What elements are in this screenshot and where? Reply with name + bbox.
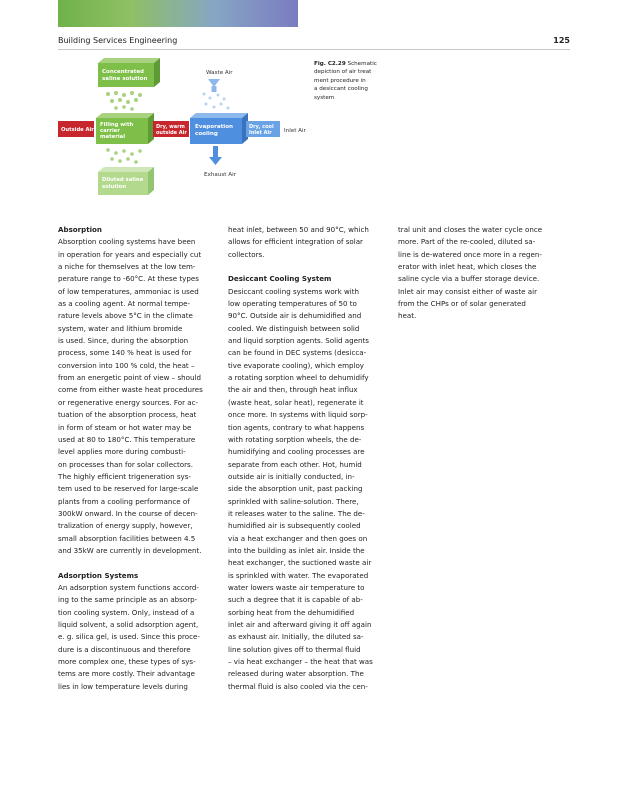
text-line: in form of steam or hot water may be <box>58 422 192 432</box>
text-line: sorbing heat from the dehumidified <box>228 607 355 617</box>
text-line: conversion into 100 % cold, the heat – <box>58 360 195 370</box>
text-line: or regenerative energy sources. For ac- <box>58 397 199 407</box>
exhaust-air-arrow <box>209 146 222 165</box>
caption-line: Schematic <box>347 61 377 67</box>
water-droplets <box>203 93 230 110</box>
label-dry-cool-2: Inlet Air <box>249 130 272 136</box>
text-line: water lowers waste air temperature to <box>228 582 365 592</box>
dry-warm-air-block <box>153 121 189 137</box>
text-line: a rotating sorption wheel to dehumidify <box>228 373 369 383</box>
text-line: tems are more costly. Their advantage <box>58 669 195 679</box>
text-line: erator with inlet heat, which closes the <box>398 262 537 272</box>
text-line: 300kW onward. In the course of decen- <box>58 508 198 518</box>
caption-line: ment procedure in <box>314 77 366 84</box>
text-line: – via heat exchanger – the heat that was <box>228 657 373 667</box>
text-line: heat inlet, between 50 and 90°C, which <box>228 225 369 234</box>
text-line: e. g. silica gel, is used. Since this proce- <box>58 632 200 642</box>
saline-droplets-top <box>106 91 142 111</box>
text-line: used at 80 to 180°C. This temperature <box>58 434 196 444</box>
text-line: line is de-watered once more in a regen- <box>398 249 542 259</box>
text-line: tem used to be reserved for large-scale <box>58 484 199 494</box>
caption-line: depiction of air treat <box>314 69 372 76</box>
text-line: (waste heat, solar heat), regenerate it <box>228 397 364 407</box>
text-line: system, water and lithium bromide <box>58 323 183 333</box>
text-line: saline cycle via a buffer storage device. <box>398 274 540 284</box>
running-title: Building Services Engineering <box>58 36 178 45</box>
section-heading: Absorption <box>58 225 102 234</box>
diluted-saline-box <box>98 167 154 195</box>
text-line: Absorption cooling systems have been <box>58 237 196 247</box>
text-line: outside air is initially conducted, in- <box>228 471 355 481</box>
text-line: small absorption facilities between 4.5 <box>58 533 196 543</box>
text-line: is sprinkled with water. The evaporated <box>228 570 369 580</box>
label-concentrated-2: saline solution <box>102 76 148 82</box>
header-rule <box>58 49 570 50</box>
text-line: more. Part of the re-cooled, diluted sa- <box>398 237 536 247</box>
caption-line: a desiccant cooling <box>314 86 368 93</box>
text-line: 90°C. Outside air is dehumidified and <box>228 311 362 321</box>
text-line: a niche for themselves at the low tem- <box>58 262 196 272</box>
text-line: with rotating sorption wheels, the de- <box>228 434 362 444</box>
figure-caption <box>314 60 404 102</box>
text-line: rature levels above 5°C in the climate <box>58 311 193 321</box>
text-line: tion cooling system. Only, instead of a <box>58 607 195 617</box>
waste-air-arrow <box>208 79 220 92</box>
text-line: released during water absorption. The <box>228 669 364 679</box>
label-inlet-air: Inlet Air <box>284 128 306 134</box>
text-line: can be found in DEC systems (desicca- <box>228 348 367 358</box>
text-line: once more. In systems with liquid sorp- <box>228 410 368 420</box>
text-line: line solution gives off to thermal fluid <box>228 644 361 654</box>
page-number: 125 <box>553 36 570 45</box>
text-line: is used. Since, during the absorption <box>58 336 189 346</box>
caption-label: Fig. C2.29 <box>314 61 346 67</box>
text-line: humidifying and cooling processes are <box>228 447 365 457</box>
paragraph-gap <box>228 261 388 273</box>
header-color-band <box>58 0 298 27</box>
label-evaporation-1: Evaporation <box>195 124 234 130</box>
text-line: inlet air and afterward giving it off again <box>228 620 372 629</box>
caption-line: system <box>314 94 335 101</box>
label-dry-warm-2: outside Air <box>156 130 187 136</box>
text-line: via a heat exchanger and then goes on <box>228 533 368 543</box>
label-filling-3: material <box>100 134 126 140</box>
text-line: from an energetic point of view – should <box>58 373 201 383</box>
section-heading: Desiccant Cooling System <box>228 274 332 284</box>
text-line: sprinkled with saline-solution. There, <box>228 496 359 506</box>
text-line: the air and then, through heat influx <box>228 385 358 395</box>
paragraph-gap <box>58 557 218 569</box>
text-line: such a degree that it is capable of ab- <box>228 595 363 605</box>
text-column-3 <box>398 224 558 323</box>
label-filling-2: carrier <box>100 128 120 134</box>
label-diluted-2: solution <box>102 184 127 190</box>
label-outside-air: Outside Air <box>61 127 94 133</box>
text-line: of low temperatures, ammoniac is used <box>58 286 199 296</box>
filling-carrier-box <box>96 113 154 144</box>
text-line: in operation for years and especially cut <box>58 249 202 259</box>
text-line: thermal fluid is also cooled via the cen- <box>228 681 368 691</box>
text-line: level applies more during combusti- <box>58 447 186 457</box>
text-line: side the absorption unit, past packing <box>228 484 363 494</box>
text-line: heat exchanger, the suctioned waste air <box>228 558 372 568</box>
text-line: more complex one, these types of sys- <box>58 657 196 667</box>
text-line: lies in low temperature levels during <box>58 681 188 691</box>
desiccant-cooling-diagram <box>58 52 320 202</box>
outside-air-arrow <box>58 121 94 137</box>
label-filling-1: Filling with <box>100 122 134 128</box>
text-line: ing to the same principle as an absorp- <box>58 595 198 605</box>
label-exhaust-air: Exhaust Air <box>204 172 236 178</box>
label-waste-air: Waste Air <box>206 70 233 76</box>
text-line: as a cooling agent. At normal tempe- <box>58 299 191 309</box>
dry-cool-air-block <box>246 121 280 137</box>
text-line: and 35kW are currently in development. <box>58 545 202 555</box>
section-heading: Adsorption Systems <box>58 570 139 580</box>
text-line: dure is a discontinuous and therefore <box>58 644 191 654</box>
text-line: The highly efficient trigeneration sys- <box>58 471 191 481</box>
label-diluted-1: Diluted saline <box>102 177 144 183</box>
text-line: as exhaust air. Initially, the diluted sa- <box>228 632 364 642</box>
text-line: come from either waste heat procedures <box>58 385 203 395</box>
text-line: separate from each other. Hot, humid <box>228 459 362 469</box>
text-line: Desiccant cooling systems work with <box>228 286 360 296</box>
text-column-1 <box>58 224 218 693</box>
text-line: An adsorption system functions accord- <box>58 582 199 592</box>
text-line: tral unit and closes the water cycle once <box>398 225 543 234</box>
text-line: tive evaporate cooling), which employ <box>228 360 364 370</box>
text-line: tralization of energy supply, however, <box>58 521 193 531</box>
text-line: process, some 140 % heat is used for <box>58 348 192 358</box>
text-column-2 <box>228 224 388 693</box>
text-line: allows for efficient integration of solar <box>228 237 363 247</box>
concentrated-saline-box <box>98 58 160 87</box>
text-line: tion agents, contrary to what happens <box>228 422 365 432</box>
text-line: liquid solvent, a solid adsorption agent, <box>58 620 199 629</box>
text-line: and liquid sorption agents. Solid agents <box>228 336 369 346</box>
text-line: it releases water to the saline. The de- <box>228 508 365 518</box>
text-line: tuation of the absorption process, heat <box>58 410 197 420</box>
text-line: Inlet air may consist either of waste air <box>398 286 538 296</box>
label-dry-cool-1: Dry, cool <box>249 124 274 130</box>
text-line: collectors. <box>228 249 265 259</box>
evaporation-cooling-box <box>190 113 248 144</box>
label-concentrated-1: Concentrated <box>102 69 144 75</box>
text-line: into the building as inlet air. Inside the <box>228 545 365 555</box>
saline-droplets-bottom <box>106 148 142 164</box>
text-line: heat. <box>398 311 417 321</box>
text-line: on processes than for solar collectors. <box>58 459 194 469</box>
text-line: perature range to -60°C. At these types <box>58 274 199 284</box>
label-evaporation-2: cooling <box>195 131 218 137</box>
text-line: from the CHPs or of solar generated <box>398 299 526 309</box>
text-line: cooled. We distinguish between solid <box>228 323 360 333</box>
text-line: plants from a cooling performance of <box>58 496 190 506</box>
label-dry-warm-1: Dry, warm <box>156 124 185 130</box>
text-line: humidified air is subsequently cooled <box>228 521 361 531</box>
text-line: low operating temperatures of 50 to <box>228 299 357 309</box>
